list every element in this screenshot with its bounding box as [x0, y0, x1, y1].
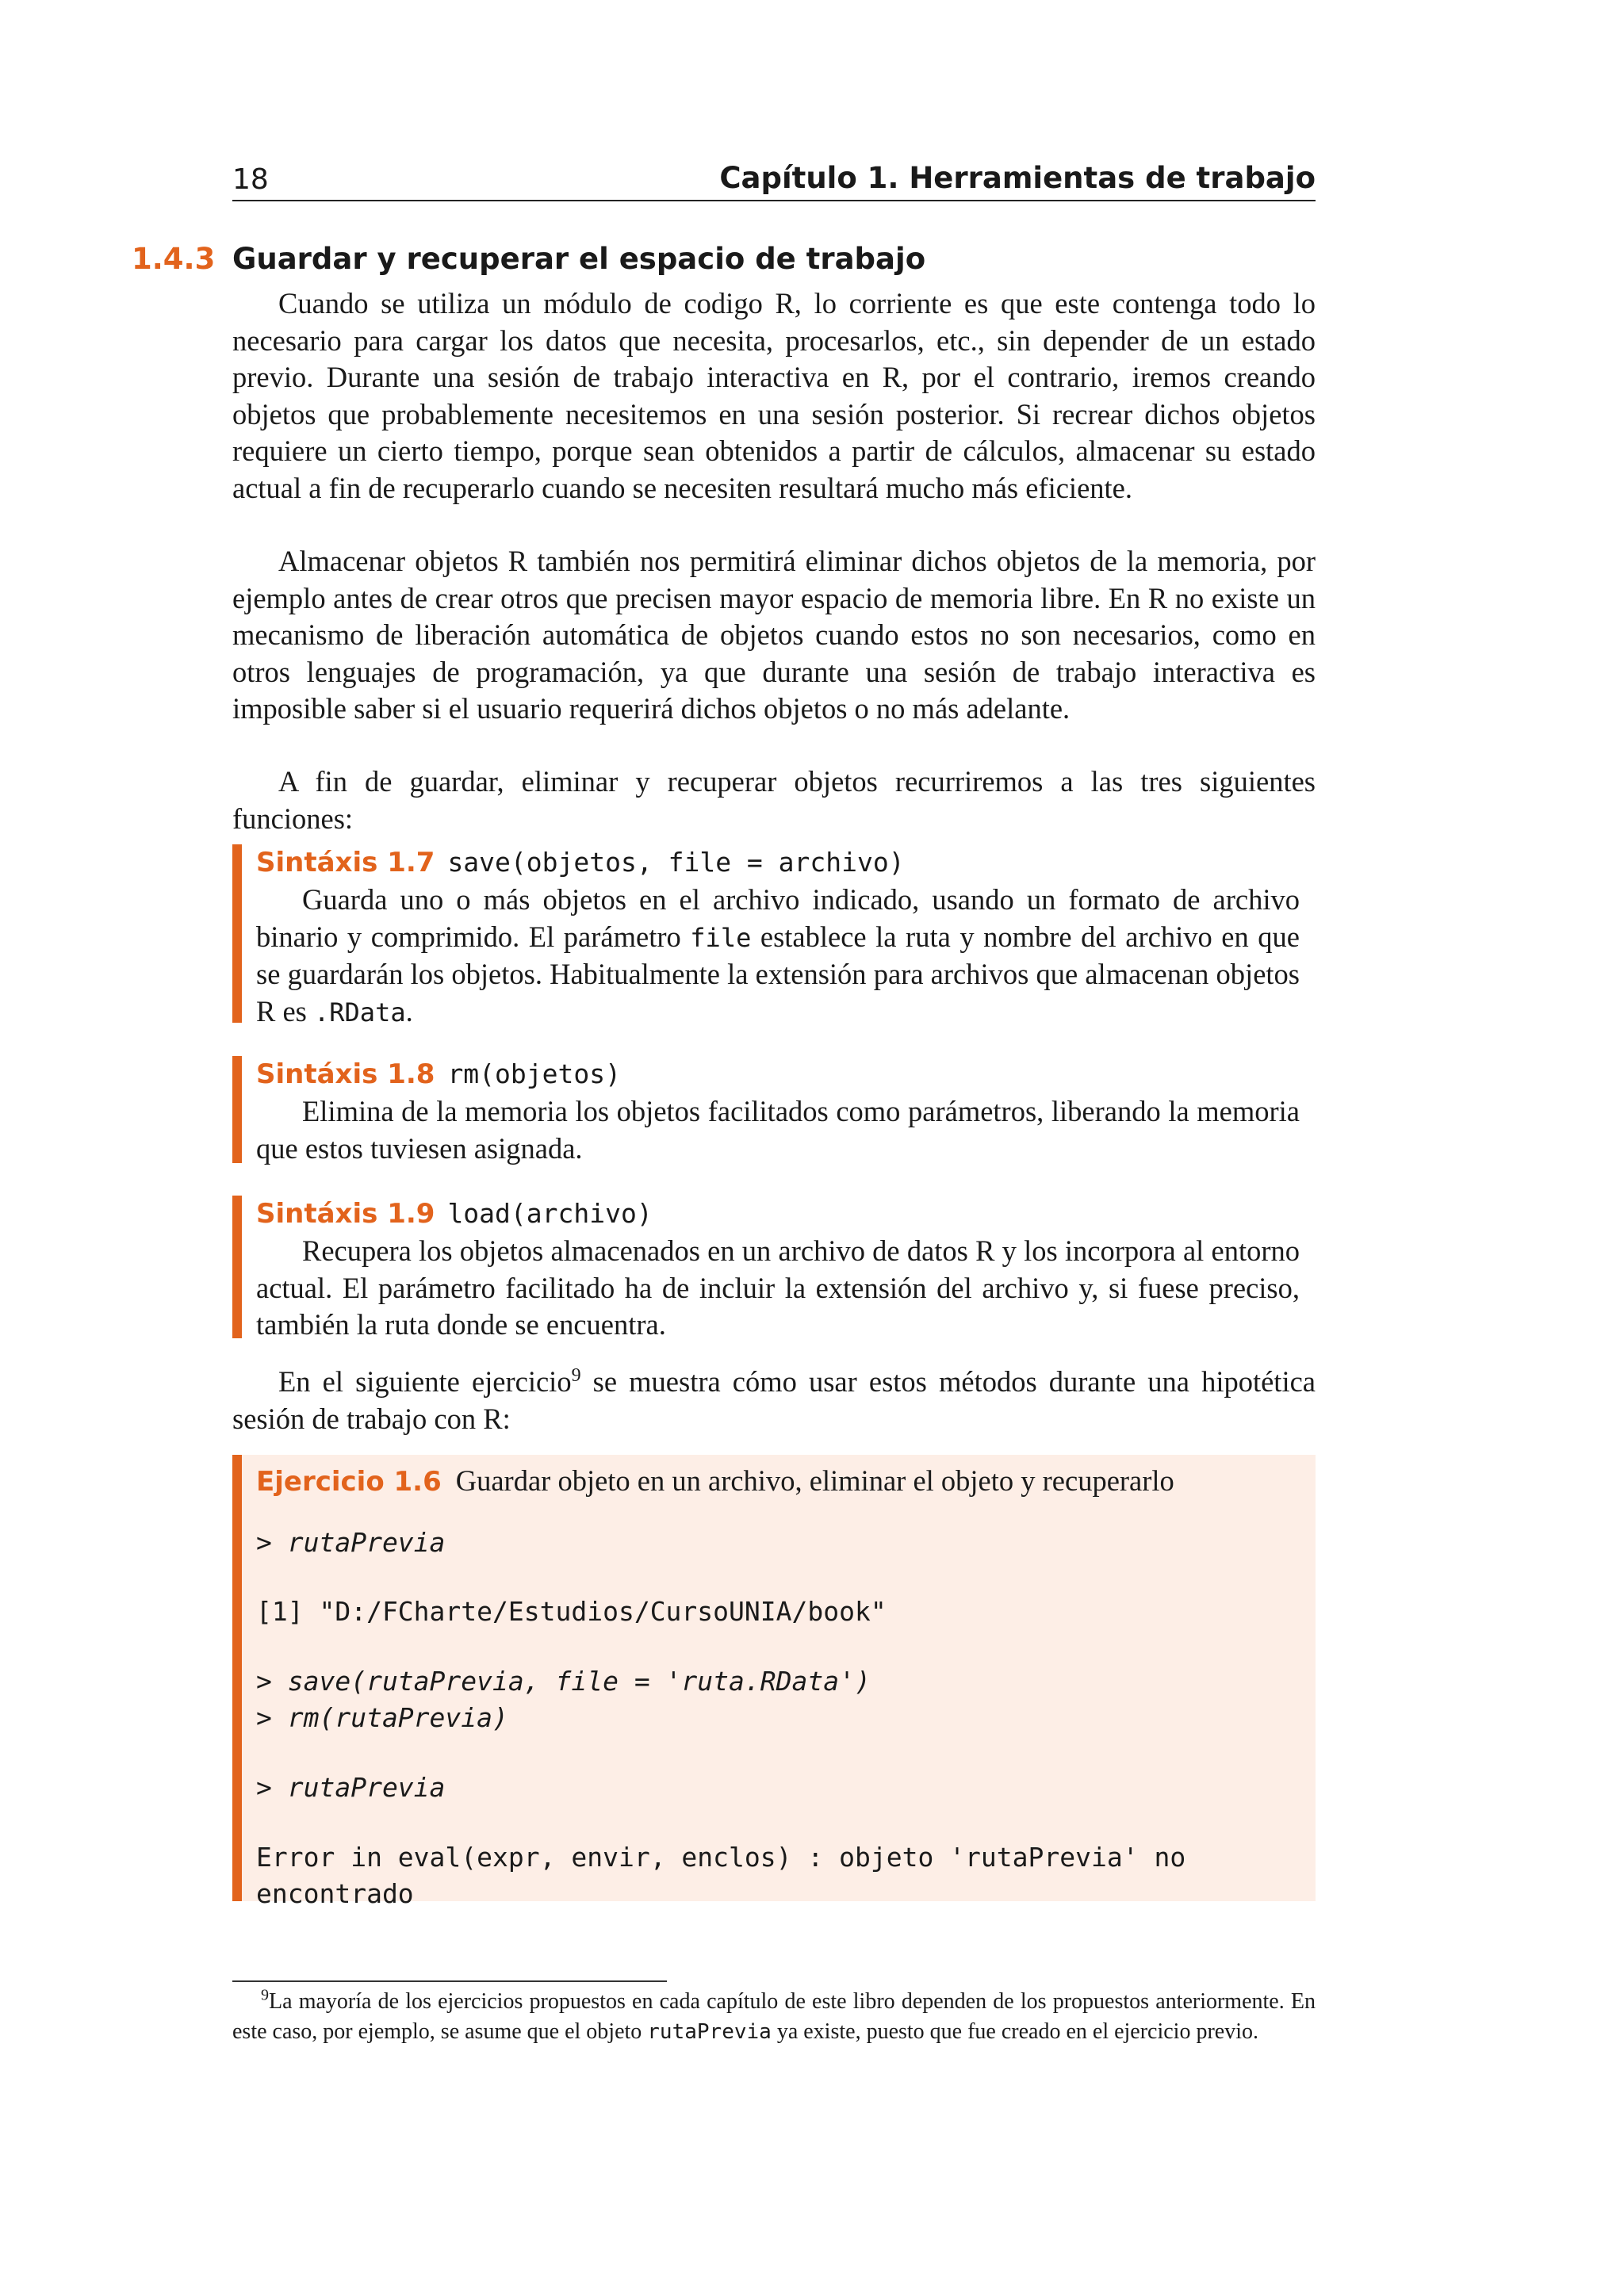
- section-title: Guardar y recuperar el espacio de trabajo: [232, 242, 926, 276]
- syntax-block: [232, 1056, 1316, 1163]
- code-line: > save(rutaPrevia, file = 'ruta.RData'): [256, 1666, 871, 1697]
- syntax-block: [232, 1196, 1316, 1341]
- syntax-block: [232, 844, 1316, 1027]
- chapter-title: Capítulo 1. Herramientas de trabajo: [719, 161, 1316, 195]
- syntax-bar: [232, 844, 242, 1023]
- paragraph: A fin de guardar, eliminar y recuperar objetos recurriremos a las tres siguientes funciones:: [232, 765, 1316, 835]
- header-rule: [232, 200, 1316, 201]
- exercise-bar: [232, 1455, 242, 1901]
- code-line: > rutaPrevia: [256, 1527, 446, 1558]
- paragraph: En el siguiente ejercicio$^9$ se muestra cómo usar estos métodos durante una hipotética sesión de trabajo con R:: [232, 1364, 1316, 1435]
- syntax-code: load(archivo): [447, 1198, 653, 1229]
- syntax-label: Sintáxis 1.9: [256, 1198, 435, 1230]
- paragraph: Cuando se utiliza un módulo de codigo R, lo corriente es que este contenga todo lo necesario para cargar los datos que necesita, procesarlos, etc., sin depender de un estado previo. Durante una sesión de trabajo interactiva en R, por el contrario, iremos creando objetos que probablemente necesitemos en una sesión posterior. Si recrear dichos objetos requiere un cierto tiempo, porque sean obtenidos a partir de cálculos, almacenar su estado actual a fin de recuperarlo cuando se necesiten resultará mucho más eficiente.: [232, 287, 1316, 504]
- code-line: encontrado: [256, 1878, 414, 1909]
- syntax-bar: [232, 1056, 242, 1163]
- code-line: > rutaPrevia: [256, 1772, 446, 1803]
- syntax-label: Sintáxis 1.8: [256, 1058, 435, 1090]
- footnote-rule: [232, 1980, 667, 1982]
- code-line: Error in eval(expr, envir, enclos) : objeto 'rutaPrevia' no: [256, 1842, 1186, 1873]
- paragraph: Almacenar objetos R también nos permitirá eliminar dichos objetos de la memoria, por ejemplo antes de crear otros que precisen mayor espacio de memoria libre. En R no existe un mecanismo de liberación automática de objetos cuando estos no son necesarios, como en otros lenguajes de programación, ya que durante una sesión de trabajo interactiva es imposible saber si el usuario requerirá dichos objetos o no más adelante.: [232, 545, 1316, 725]
- footnote-mark: 9: [571, 1364, 581, 1386]
- syntax-description: Elimina de la memoria los objetos facilitados como parámetros, liberando la memoria que estos tuviesen asignada.: [256, 1095, 1300, 1165]
- footnote-number: 9: [261, 1986, 269, 2004]
- code-line: [1] "D:/FCharte/Estudios/CursoUNIA/book": [256, 1596, 887, 1627]
- syntax-description: Guarda uno o más objetos en el archivo indicado, usando un formato de archivo binario y comprimido. El parámetro file establece la ruta y nombre del archivo en que se guardarán los objetos. Habitualmente la extensión para archivos que almacenan objetos R es .RData.: [256, 883, 1300, 1027]
- syntax-bar: [232, 1196, 242, 1338]
- syntax-description: Recupera los objetos almacenados en un archivo de datos R y los incorpora al entorno actual. El parámetro facilitado ha de incluir la extensión del archivo y, si fuese preciso, también la ruta donde se encuentra.: [256, 1234, 1300, 1341]
- exercise-label: Ejercicio 1.6: [256, 1466, 442, 1498]
- syntax-label: Sintáxis 1.7: [256, 847, 435, 878]
- code-line: > rm(rutaPrevia): [256, 1702, 508, 1733]
- syntax-code: rm(objetos): [447, 1058, 621, 1089]
- exercise-title: Guardar objeto en un archivo, eliminar el objeto y recuperarlo: [455, 1464, 1174, 1497]
- page-number: 18: [232, 163, 269, 196]
- syntax-code: save(objetos, file = archivo): [447, 847, 905, 878]
- footnote: $^9$La mayoría de los ejercicios propuestos en cada capítulo de este libro dependen de los propuestos anteriormente. En este caso, por ejemplo, se asume que el objeto rutaPrevia ya existe, puesto que fue creado en el ejercicio previo.: [232, 1986, 1316, 2044]
- section-number: 1.4.3: [132, 242, 216, 276]
- exercise-box: [232, 1455, 1316, 1909]
